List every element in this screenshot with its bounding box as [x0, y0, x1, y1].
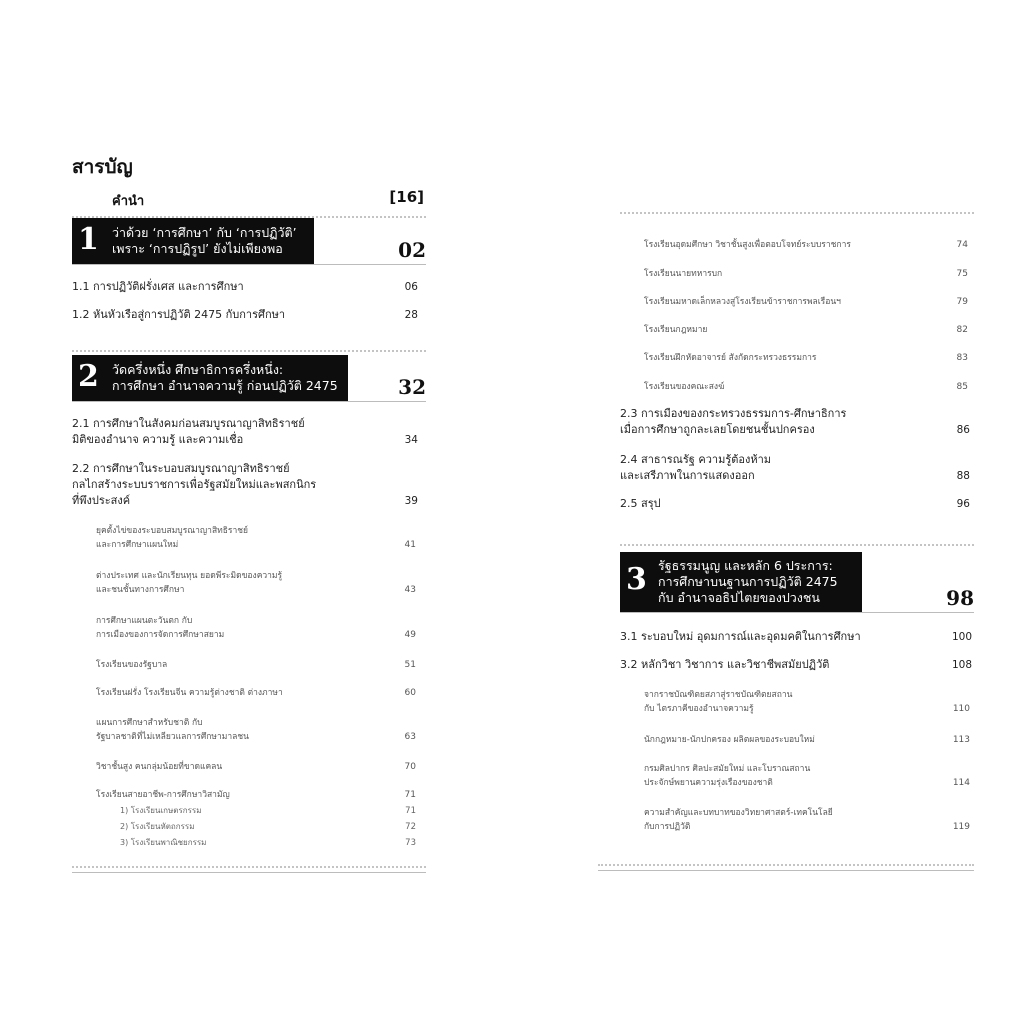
toc-entry-title: 1.1 การปฏิวัติฝรั่งเศส และการศึกษา [72, 280, 244, 293]
toc-entry-title: 2.2 การศึกษาในระบอบสมบูรณาญาสิทธิราชย์ [72, 462, 290, 475]
toc-subsubentry-title: 1) โรงเรียนเกษตรกรรม [120, 806, 202, 815]
toc-entry-2-4 [620, 452, 970, 484]
toc-entry-page: 28 [404, 309, 418, 321]
toc-entry-title: 3.1 ระบอบใหม่ อุดมการณ์และอุดมคติในการศึกษา [620, 630, 861, 643]
divider-line [72, 401, 426, 402]
toc-entry-1-1 [72, 279, 418, 295]
toc-entry-title: 1.2 หันหัวเรือสู่การปฏิวัติ 2475 กับการศึกษา [72, 308, 286, 321]
toc-subentry-title: โรงเรียนฝึกหัดอาจารย์ สังกัดกระทรวงธรรมการ [644, 353, 817, 363]
toc-subentry-page: 110 [952, 704, 970, 714]
toc-subsubentry [120, 837, 416, 849]
toc-entry-title: และเสรีภาพในการแสดงออก [620, 469, 755, 482]
divider-dotted [620, 212, 974, 214]
toc-subentry [96, 524, 416, 552]
toc-subentry-page: 41 [404, 540, 416, 550]
chapter-3-title-line-1: รัฐธรรมนูญ และหลัก 6 ประการ: [658, 558, 833, 573]
toc-subentry-title: ความสำคัญและบทบาทของวิทยาศาสตร์-เทคโนโลยี [644, 808, 833, 818]
chapter-2-page: 32 [398, 375, 426, 399]
preface-page: [16] [389, 188, 424, 206]
divider-dotted [620, 544, 974, 546]
preface-label: คำนำ [112, 194, 145, 209]
toc-entry-page: 34 [404, 434, 418, 446]
toc-subentry-page: 85 [956, 382, 968, 392]
toc-subsubentry-page: 71 [405, 806, 416, 816]
toc-subentry [96, 569, 416, 597]
chapter-1-title-line-1: ว่าด้วย ‘การศึกษา’ กับ ‘การปฏิวัติ’ [112, 225, 297, 240]
toc-entry-3-1 [620, 629, 972, 645]
chapter-2-title-line-1: วัดครึ่งหนึ่ง ศึกษาธิการครึ่งหนึ่ง: [112, 362, 284, 377]
chapter-3-page: 98 [946, 586, 974, 610]
toc-subentry [96, 788, 416, 802]
divider-dotted [72, 866, 426, 868]
chapter-3-header [620, 552, 974, 612]
toc-subentry-title: รัฐบาลชาติที่ไม่เหลียวแลการศึกษามาลชน [96, 732, 249, 742]
toc-subentry-title: นักกฎหมาย-นักปกครอง ผลิตผลของระบอบใหม่ [644, 735, 815, 745]
toc-subentry [96, 614, 416, 642]
toc-subentry [644, 688, 970, 716]
chapter-2-title-line-2: การศึกษา อำนาจความรู้ ก่อนปฏิวัติ 2475 [112, 378, 338, 393]
toc-entry-title: มิติของอำนาจ ความรู้ และความเชื่อ [72, 433, 244, 446]
toc-entry-title: 2.3 การเมืองของกระทรวงธรรมการ-ศึกษาธิการ [620, 407, 847, 420]
toc-entry-page: 108 [951, 659, 972, 671]
toc-entry-title: ที่พึงประสงค์ [72, 494, 131, 507]
toc-subentry [96, 686, 416, 700]
toc-entry-page: 96 [956, 498, 970, 510]
toc-subentry-title: การศึกษาแผนตะวันตก กับ [96, 616, 193, 626]
toc-entry-2-1 [72, 416, 418, 448]
chapter-3-number: 3 [626, 562, 647, 597]
chapter-3-title-line-2: การศึกษาบนฐานการปฏิวัติ 2475 [658, 574, 838, 589]
toc-entry-2-3 [620, 406, 970, 438]
toc-subsubentry-page: 72 [405, 822, 416, 832]
toc-subentry [644, 762, 970, 790]
toc-entry-title: กลไกสร้างระบบราชการเพื่อรัฐสมัยใหม่และพสกนิกร [72, 478, 317, 491]
chapter-3-box [620, 552, 862, 612]
preface-entry [112, 190, 424, 210]
toc-subentry-title: จากราชบัณฑิตยสภาสู่ราชบัณฑิตยสถาน [644, 690, 793, 700]
toc-entry-3-2 [620, 657, 972, 673]
toc-subentry [96, 760, 416, 774]
toc-title: สารบัญ [72, 156, 133, 178]
toc-entry-page: 100 [951, 631, 972, 643]
toc-subentry-title: วิชาชั้นสูง คนกลุ่มน้อยที่ขาดแคลน [96, 762, 223, 772]
toc-subentry-title: โรงเรียนนายทหารบก [644, 269, 723, 279]
toc-subentry-page: 82 [956, 325, 968, 335]
toc-subsubentry [120, 821, 416, 833]
chapter-1-number: 1 [78, 222, 99, 257]
toc-entry-title: 3.2 หลักวิชา วิชาการ และวิชาชีพสมัยปฏิวัติ [620, 658, 830, 671]
toc-subentry-title: กรมศิลปากร ศิลปะสมัยใหม่ และโบราณสถาน [644, 764, 811, 774]
toc-entry-title: 2.4 สาธารณรัฐ ความรู้ต้องห้าม [620, 453, 772, 466]
toc-subentry-title: โรงเรียนของรัฐบาล [96, 660, 168, 670]
toc-subentry-page: 49 [404, 630, 416, 640]
toc-entry-page: 88 [956, 470, 970, 482]
divider-line [598, 870, 974, 871]
toc-entry-page: 86 [956, 424, 970, 436]
toc-subsubentry-title: 3) โรงเรียนพาณิชยกรรม [120, 838, 207, 847]
toc-subentry [644, 323, 968, 337]
toc-subentry-title: โรงเรียนกฎหมาย [644, 325, 708, 335]
toc-subentry-page: 119 [952, 822, 970, 832]
toc-subentry-title: โรงเรียนอุดมศึกษา วิชาชั้นสูงเพื่อตอบโจทย์ระบบราชการ [644, 240, 851, 250]
divider-dotted [598, 864, 974, 866]
divider-line [72, 264, 426, 265]
toc-subentry [644, 295, 968, 309]
chapter-1-box [72, 218, 314, 264]
toc-subentry-page: 71 [404, 790, 416, 800]
toc-subentry [644, 733, 970, 747]
toc-entry-title: เมื่อการศึกษาถูกละเลยโดยชนชั้นปกครอง [620, 423, 815, 436]
toc-subentry-title: โรงเรียนของคณะสงฆ์ [644, 382, 725, 392]
toc-subentry [644, 806, 970, 834]
chapter-2-box [72, 355, 348, 401]
toc-subentry-title: แผนการศึกษาสำหรับชาติ กับ [96, 718, 203, 728]
toc-subentry-page: 74 [956, 240, 968, 250]
toc-subentry [644, 238, 968, 252]
chapter-3-title-line-3: กับ อำนาจอธิปไตยของปวงชน [658, 590, 820, 605]
toc-subentry-page: 63 [404, 732, 416, 742]
toc-subentry-title: การเมืองของการจัดการศึกษาสยาม [96, 630, 225, 640]
toc-subentry-title: ประจักษ์พยานความรุ่งเรืองของชาติ [644, 778, 773, 788]
toc-subentry-title: ต่างประเทศ และนักเรียนทุน ยอดพีระมิดของความรู้ [96, 571, 283, 581]
divider-dotted [72, 350, 426, 352]
toc-subentry [96, 716, 416, 744]
toc-subentry-title: กับการปฏิวัติ [644, 822, 691, 832]
chapter-1-header [72, 218, 426, 264]
right-page [512, 0, 1024, 1024]
divider-line [620, 612, 974, 613]
toc-subsubentry-title: 2) โรงเรียนหัตถกรรม [120, 822, 195, 831]
toc-subentry-page: 51 [404, 660, 416, 670]
toc-subentry [644, 267, 968, 281]
toc-subentry-page: 60 [404, 688, 416, 698]
chapter-1-title-line-2: เพราะ ‘การปฏิรูป’ ยังไม่เพียงพอ [112, 241, 283, 256]
toc-entry-2-5 [620, 496, 970, 512]
chapter-2-header [72, 355, 426, 401]
toc-subentry-title: โรงเรียนฝรั่ง โรงเรียนจีน ความรู้ต่างชาติ ต่างภาษา [96, 688, 283, 698]
toc-subentry-page: 43 [404, 585, 416, 595]
toc-subentry-title: โรงเรียนมหาดเล็กหลวงสู่โรงเรียนข้าราชการพลเรือนฯ [644, 297, 841, 307]
toc-entry-title: 2.5 สรุป [620, 497, 661, 510]
toc-subentry-title: กับ ไตรภาคีของอำนาจความรู้ [644, 704, 754, 714]
toc-subentry-page: 113 [952, 735, 970, 745]
toc-subentry-page: 83 [956, 353, 968, 363]
toc-subentry-page: 75 [956, 269, 968, 279]
toc-subentry [644, 351, 968, 365]
toc-subentry-page: 79 [956, 297, 968, 307]
chapter-2-number: 2 [78, 359, 99, 394]
toc-subsubentry [120, 805, 416, 817]
divider-line [72, 872, 426, 873]
toc-subentry-page: 114 [952, 778, 970, 788]
toc-entry-page: 06 [404, 281, 418, 293]
toc-subentry [96, 658, 416, 672]
toc-entry-title: 2.1 การศึกษาในสังคมก่อนสมบูรณาญาสิทธิราชย์ [72, 417, 305, 430]
toc-entry-2-2 [72, 461, 418, 509]
toc-subentry-title: และชนชั้นทางการศึกษา [96, 585, 185, 595]
toc-subentry-title: และการศึกษาแผนใหม่ [96, 540, 179, 550]
toc-entry-1-2 [72, 307, 418, 323]
toc-subentry-title: โรงเรียนสายอาชีพ-การศึกษาวิสามัญ [96, 790, 230, 800]
toc-subentry-title: ยุคตั้งไข่ของระบอบสมบูรณาญาสิทธิราชย์ [96, 526, 249, 536]
toc-subsubentry-page: 73 [405, 838, 416, 848]
left-page [0, 0, 500, 1024]
toc-subentry [644, 380, 968, 394]
toc-subentry-page: 70 [404, 762, 416, 772]
toc-entry-page: 39 [404, 495, 418, 507]
chapter-1-page: 02 [398, 238, 426, 262]
